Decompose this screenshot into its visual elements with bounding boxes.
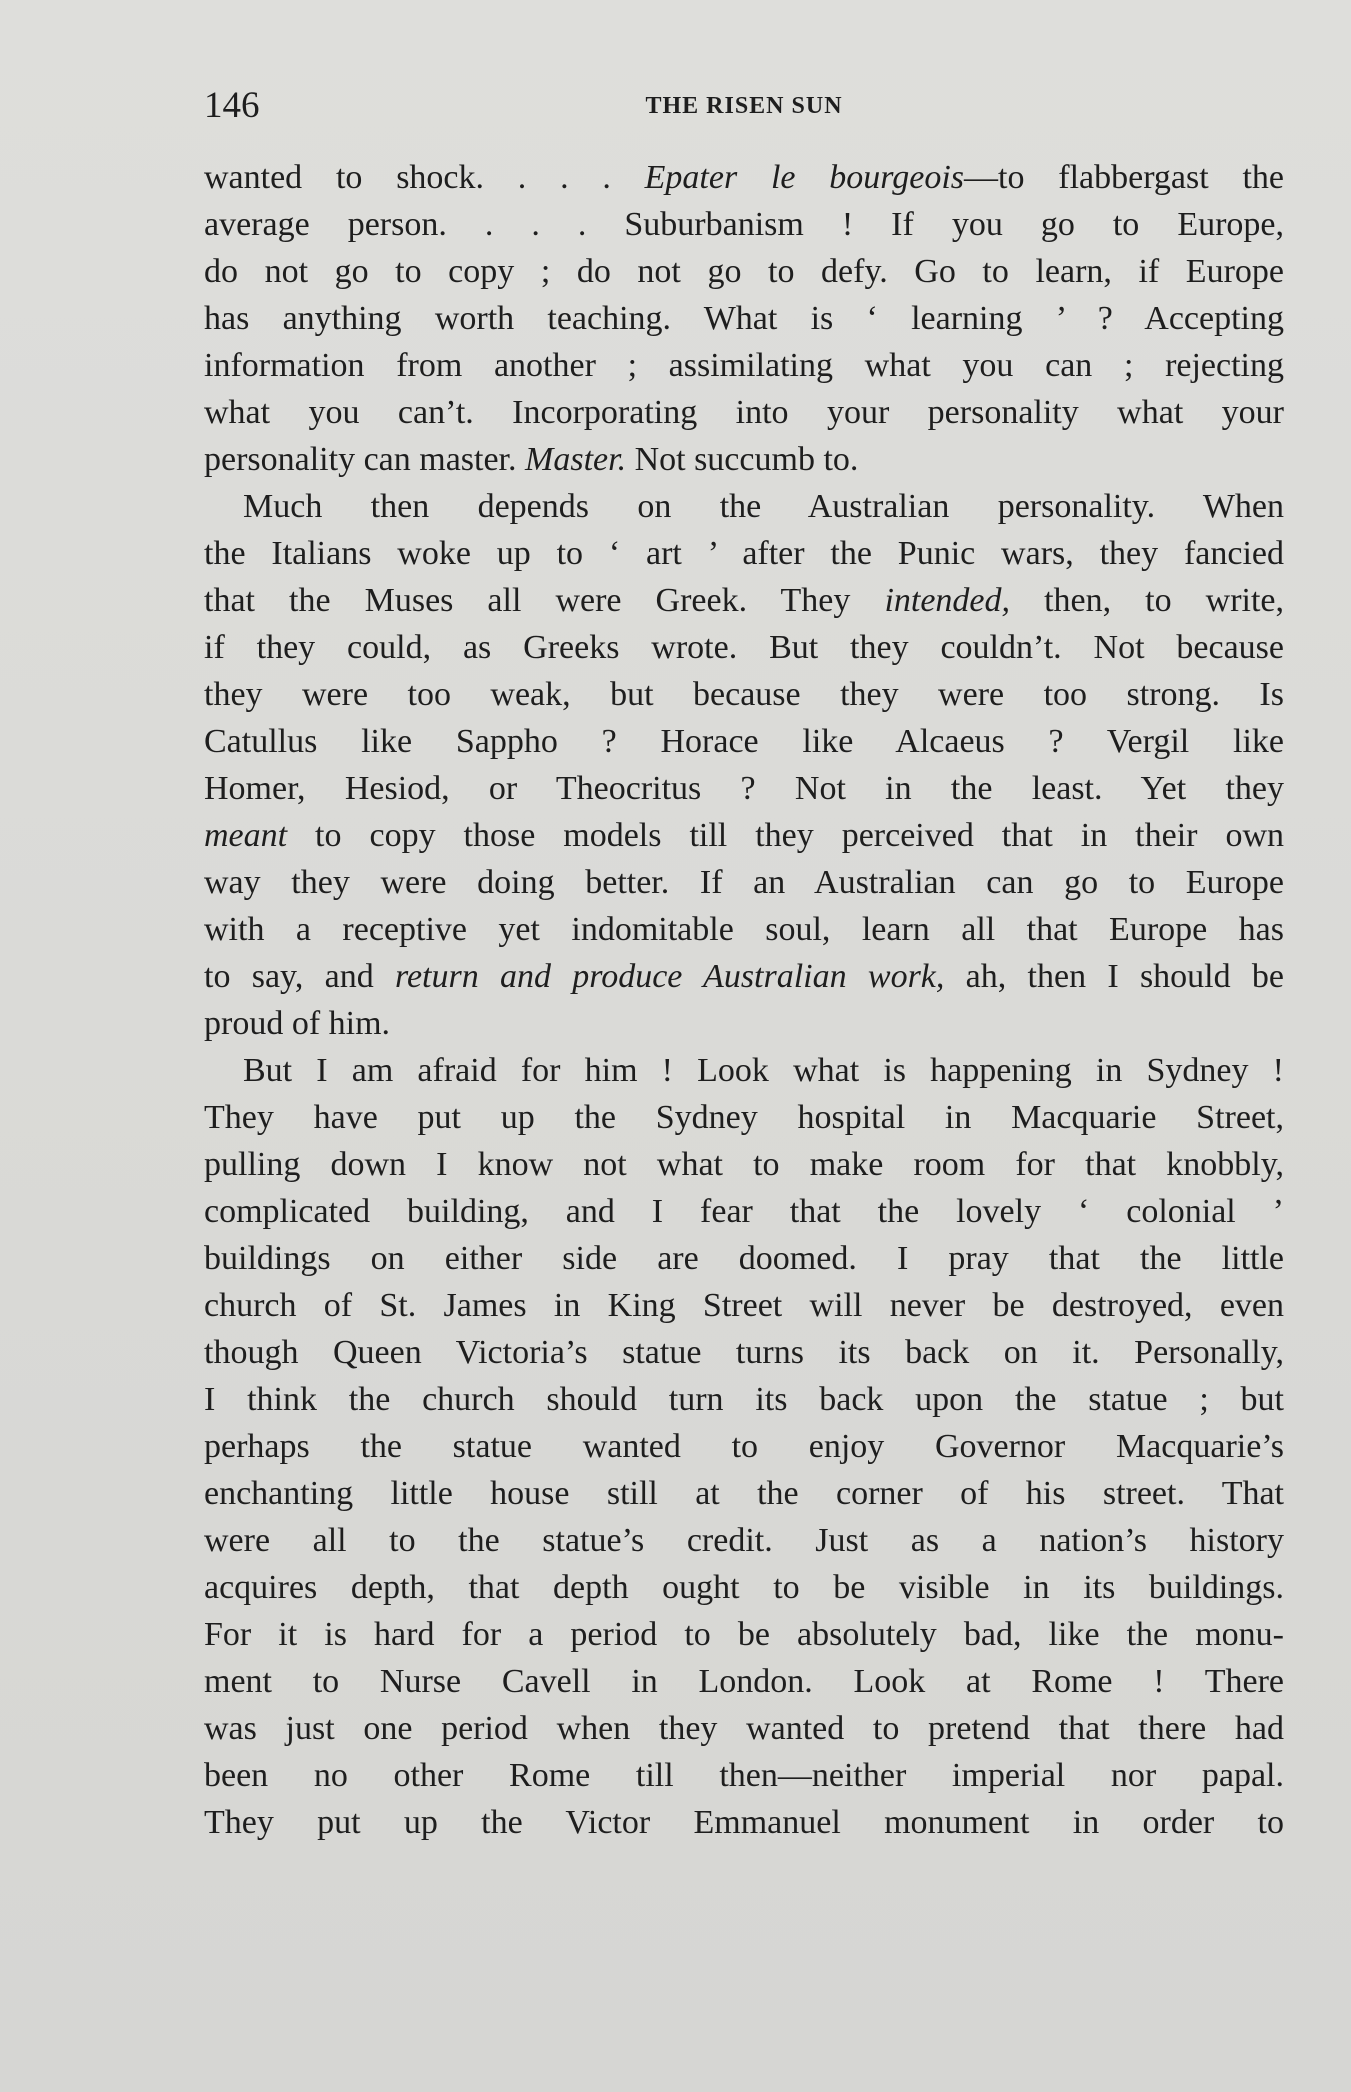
text-line (204, 906, 1284, 953)
text-run: They put up the Victor Emmanuel monument in order to (204, 1804, 1284, 1841)
text-line (204, 248, 1284, 295)
text-run: For it is hard for a period to be absolutely bad, like the monu- (204, 1616, 1284, 1653)
text-line (204, 1141, 1284, 1188)
text-run: Much then depends on the Australian personality. When (243, 488, 1284, 525)
text-line (204, 389, 1284, 436)
text-run: if they could, as Greeks wrote. But they couldn’t. Not because (204, 629, 1284, 666)
text-line (204, 1235, 1284, 1282)
text-line (204, 1517, 1284, 1564)
text-line (204, 1000, 1284, 1047)
text-run: perhaps the statue wanted to enjoy Governor Macquarie’s (204, 1428, 1284, 1465)
text-line (204, 1094, 1284, 1141)
text-run: I think the church should turn its back upon the statue ; but (204, 1381, 1284, 1418)
italic-text: Master. (525, 441, 627, 478)
text-run: that the Muses all were Greek. They (204, 582, 885, 619)
italic-text: meant (204, 817, 288, 854)
text-line (204, 859, 1284, 906)
page-header (204, 82, 1284, 130)
text-run: Not succumb to. (626, 441, 859, 478)
text-line (204, 1423, 1284, 1470)
text-run: pulling down I know not what to make room for that knobbly, (204, 1146, 1284, 1183)
text-run: personality can master. (204, 441, 526, 478)
text-line (204, 1564, 1284, 1611)
text-run: proud of him. (204, 1005, 391, 1042)
text-run: the Italians woke up to ‘ art ’ after the Punic wars, they fancied (204, 535, 1284, 572)
text-run: to copy those models till they perceived that in their own (287, 817, 1284, 854)
text-line (204, 154, 1284, 201)
text-run: enchanting little house still at the corner of his street. That (204, 1475, 1284, 1512)
text-run: do not go to copy ; do not go to defy. Go to learn, if Europe (204, 253, 1284, 290)
text-line (204, 530, 1284, 577)
text-line (204, 201, 1284, 248)
text-line (204, 342, 1284, 389)
text-line (204, 1611, 1284, 1658)
text-line (204, 718, 1284, 765)
text-run: though Queen Victoria’s statue turns its back on it. Personally, (204, 1334, 1284, 1371)
text-run: acquires depth, that depth ought to be visible in its buildings. (204, 1569, 1284, 1606)
text-line (204, 483, 1284, 530)
text-run: Homer, Hesiod, or Theocritus ? Not in the least. Yet they (204, 770, 1284, 807)
running-head: THE RISEN SUN (645, 93, 843, 119)
text-line (204, 577, 1284, 624)
text-run: complicated building, and I fear that the lovely ‘ colonial ’ (204, 1193, 1284, 1230)
text-line (204, 624, 1284, 671)
text-run: wanted to shock. . . . (204, 159, 645, 196)
text-run: way they were doing better. If an Australian can go to Europe (204, 864, 1284, 901)
text-run: They have put up the Sydney hospital in Macquarie Street, (204, 1099, 1284, 1136)
text-run: was just one period when they wanted to pretend that there had (204, 1710, 1284, 1747)
text-line (204, 812, 1284, 859)
text-line (204, 295, 1284, 342)
italic-text: intended, (884, 582, 1011, 619)
text-line (204, 1752, 1284, 1799)
text-run: they were too weak, but because they were too strong. Is (204, 676, 1284, 713)
text-run: been no other Rome till then—neither imperial nor papal. (204, 1757, 1284, 1794)
text-line (204, 1799, 1284, 1846)
text-line (204, 1658, 1284, 1705)
page-number: 146 (204, 85, 260, 126)
text-run: has anything worth teaching. What is ‘ learning ’ ? Accepting (204, 300, 1284, 337)
text-run: But I am afraid for him ! Look what is happening in Sydney ! (243, 1052, 1284, 1089)
text-line (204, 765, 1284, 812)
text-line (204, 1188, 1284, 1235)
text-line (204, 1047, 1284, 1094)
text-run: ah, then I should be (944, 958, 1284, 995)
text-run: then, to write, (1010, 582, 1284, 619)
text-run: average person. . . . Suburbanism ! If you go to Europe, (204, 206, 1284, 243)
text-line (204, 1329, 1284, 1376)
text-line (204, 1705, 1284, 1752)
text-line (204, 1376, 1284, 1423)
text-run: what you can’t. Incorporating into your personality what your (204, 394, 1284, 431)
text-run: Catullus like Sappho ? Horace like Alcaeus ? Vergil like (204, 723, 1284, 760)
text-line (204, 1470, 1284, 1517)
text-line (204, 671, 1284, 718)
text-run: church of St. James in King Street will never be destroyed, even (204, 1287, 1284, 1324)
text-run: with a receptive yet indomitable soul, learn all that Europe has (204, 911, 1284, 948)
italic-text: Epater le bourgeois (644, 159, 965, 196)
text-run: information from another ; assimilating what you can ; rejecting (204, 347, 1284, 384)
text-run: ment to Nurse Cavell in London. Look at Rome ! There (204, 1663, 1284, 1700)
italic-text: return and produce Australian work, (394, 958, 945, 995)
text-line (204, 436, 1284, 483)
text-run: buildings on either side are doomed. I pray that the little (204, 1240, 1284, 1277)
text-run: were all to the statue’s credit. Just as a nation’s history (204, 1522, 1284, 1559)
text-run: —to flabbergast the (964, 159, 1284, 196)
text-run: to say, and (204, 958, 395, 995)
text-line (204, 953, 1284, 1000)
body-text (204, 154, 1284, 1846)
text-line (204, 1282, 1284, 1329)
